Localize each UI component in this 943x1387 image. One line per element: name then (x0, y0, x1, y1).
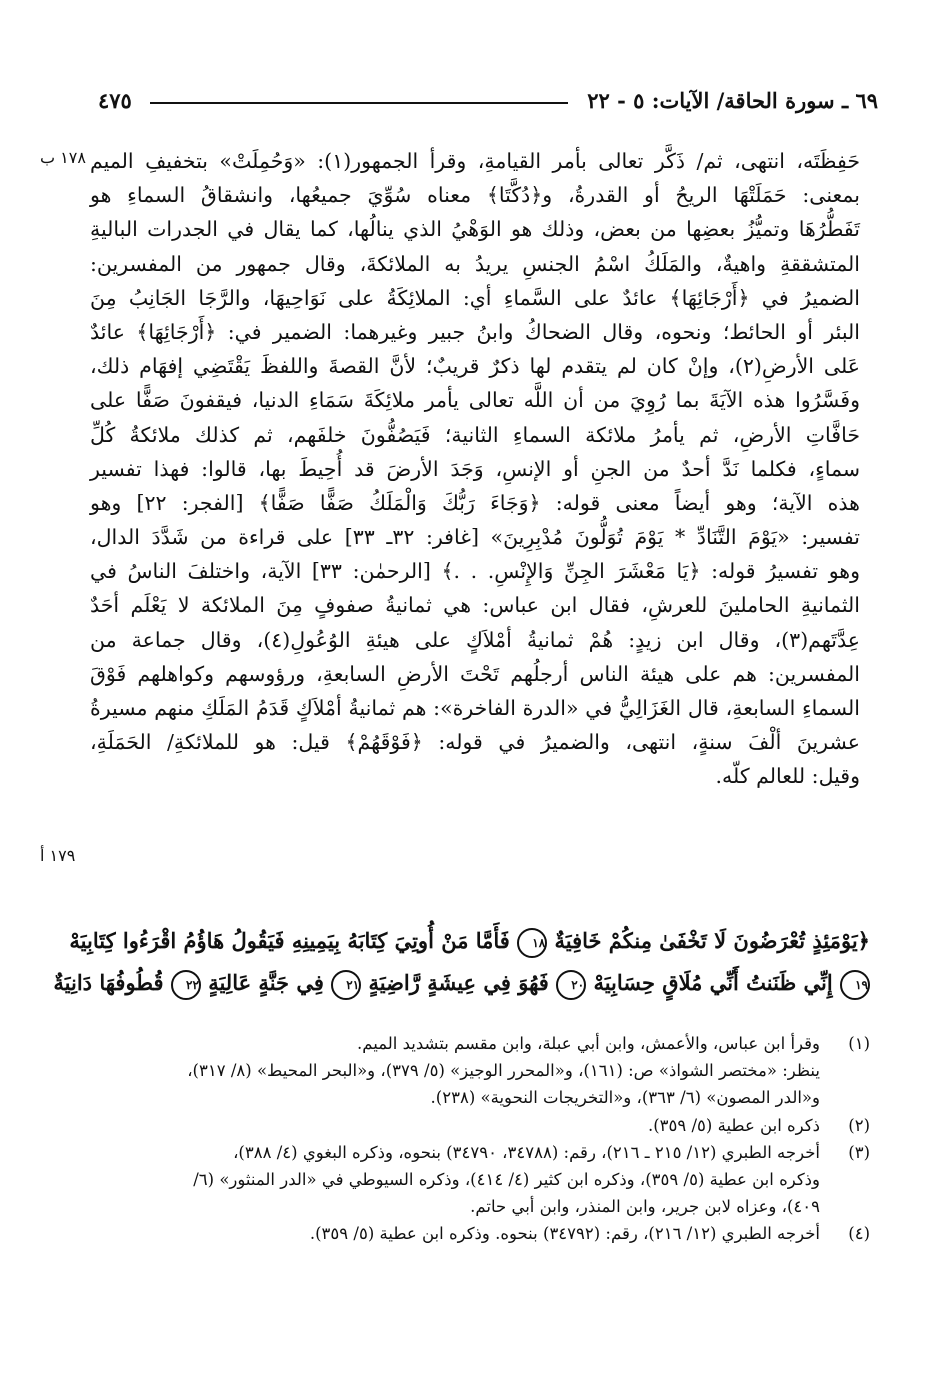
verse-text: فَأَمَّا مَنْ أُوتِيَ كِتَابَهُ بِيَمِينِهِ فَيَقُولُ هَاؤُمُ اقْرَءُوا كِتَابِيَهْ (69, 928, 510, 953)
footnote-1 (86, 1030, 870, 1112)
footnote-number: (٢) (848, 1115, 870, 1135)
footnote-line: و«الدر المصون» (٦/ ٣٦٣)، و«التخريجات النحوية» (٢٣٨). (430, 1088, 820, 1108)
ayah-number-icon: ٢٢ (171, 970, 201, 1000)
text-line: حَفِظَتَه، انتهى، ثم/ ذَكَّر تعالى بأمر القيامةِ، وقرأ الجمهور(١): «وَحُمِلَتْ» بتخفيفِ الميم (90, 149, 860, 173)
footnote-number: (٣) (848, 1142, 870, 1162)
running-header (98, 86, 878, 118)
footnote-line: ذكره ابن عطية (٥/ ٣٥٩). (647, 1115, 820, 1135)
text-line: وهو تفسيرُ قوله: ﴿يَا مَعْشَرَ الجِنِّ وَالإِنْسِ. . .﴾ [الرحمٰن: ٣٣] الآية، واختلفَ الناسُ في (90, 559, 861, 584)
text-line: عشرينَ ألْفَ سنةٍ، انتهى، والضميرُ في قوله: ﴿فَوْقَهُمْ﴾ قيل: هو للملائكةِ/ الحَمَلَةِ، (90, 730, 860, 755)
footnote-line: ٤٠٩)، وعزاه لابن جرير، وابن المنذر، وابن أبي حاتم. (470, 1197, 820, 1217)
text-line: وقيل: للعالم كلّه. (715, 764, 860, 789)
footnote-3 (86, 1139, 870, 1221)
margin-note-folio-179a: ١٧٩ أ (40, 846, 76, 865)
main-text (90, 144, 860, 794)
footnote-2 (86, 1112, 870, 1139)
text-line: وفَسَّرُوا هذه الآيَةَ بما رُوِيَ من أن اللَّه تعالى يأمر ملائِكَةَ سَمَاءِ الدنيا، فيقفونَ صَفًّا على (90, 388, 860, 413)
text-line: المتشققةِ واهيةٌ، والمَلَكُ اسْمُ الجنسِ يريدُ به الملائكةَ، وقال جمهور من المفسرين: (90, 251, 860, 276)
text-line: بمعنى: حَمَلَتْهَا الريحُ أو القدرةُ، و﴿دُكَّتَا﴾ معناه سُوِّيَ جميعُها، وانشقاقُ السماءِ هو (90, 183, 860, 208)
text-line: البئر أو الحائط؛ ونحوه، وقال الضحاكُ وابنُ جبير وغيرهما: الضمير في: ﴿أَرْجَائِهَا﴾ عائدٌ (90, 319, 860, 344)
footnote-line: ينظر: «مختصر الشواذ» ص: (١٦١)، و«المحرر الوجيز» (٥/ ٣٧٩)، و«البحر المحيط» (٨/ ٣١٧)، (187, 1061, 820, 1081)
verse-text: ﴿يَوْمَئِذٍ تُعْرَضُونَ لَا تَخْفَىٰ مِنكُمْ خَافِيَةٌ (554, 928, 870, 953)
text-line: الثمانيةِ الحاملينَ للعرشِ، فقال ابن عباس: هي ثمانيةُ صفوفٍ مِنَ الملائكة لا يَعْلَم أحَدٌ (90, 593, 860, 618)
quran-line-2 (53, 962, 870, 1004)
ayah-number-icon: ٢٠ (556, 970, 586, 1000)
footnote-line: أخرجه الطبري (١٢/ ٢١٦)، رقم: (٣٤٧٩٢) بنحوه. وذكره ابن عطية (٥/ ٣٥٩). (309, 1224, 820, 1244)
text-line: المفسرين: هم على هيئة الناس أرجلُهم تَحْتَ الأرضِ السابعةِ، ورؤوسهم وكواهلهم فَوْقَ (90, 661, 860, 686)
text-line: سماءٍ، فكلما نَدَّ أحدٌ من الجنِ أو الإنسِ، وَجَدَ الأرضَ قد أُحِيطَ بها، قالوا: فهذا تفسير (90, 456, 860, 481)
footnote-line: وقرأ ابن عباس، والأعمش، وابن أبي عبلة، وابن مقسم بتشديد الميم. (357, 1034, 820, 1053)
footnote-4 (86, 1220, 870, 1247)
quran-verses-block (53, 920, 870, 1004)
footnote-line: أخرجه الطبري (١٢/ ٢١٥ ـ ٢١٦)، رقم: (٣٤٧٨٨، ٣٤٧٩٠) بنحوه، وذكره البغوي (٤/ ٣٨٨)، (233, 1142, 820, 1162)
text-line: تَفَطُّرُهَا وتميُّزُ بعضِها من بعض، وذلك هو الوَهْيُ الذي ينالُها، كما يقال في الجدرات الباليةِ (90, 217, 860, 242)
footnotes (86, 1030, 870, 1248)
text-line: هذه الآية؛ وهو أيضاً معنى قوله: ﴿وَجَاءَ رَبُّكَ وَالْمَلَكُ صَفًّا صَفًّا﴾ [الفجر: ٢٢] وهو (90, 490, 860, 515)
verse-text: إِنِّي ظَنَنتُ أَنِّي مُلَاقٍ حِسَابِيَهْ (593, 970, 833, 995)
margin-note-folio-178b: ١٧٨ ب (40, 148, 86, 167)
text-line: السماءِ السابعةِ، قال الغَزَالِيُّ في «الدرة الفاخرة»: هم ثمانيةُ أمْلاَكٍ قَدَمُ المَلَكِ منهم مسيرةُ (90, 696, 860, 720)
text-line: عَلى الأرضِ(٢)، وإنْ كان لم يتقدم لها ذكرٌ قريبٌ؛ لأنَّ القصةَ واللفظَ يَقْتَضِي إفهَام ذلك، (90, 354, 860, 379)
ayah-number-icon: ٢١ (331, 970, 361, 1000)
verse-text: فِي جَنَّةٍ عَالِيَةٍ (208, 970, 324, 995)
ayah-number-icon: ١٩ (840, 970, 870, 1000)
text-line: حَافَّاتِ الأرضِ، ثم يأمرُ ملائكة السماءِ الثانية؛ فَيَصُفُّونَ خلفَهم، ثم كذلك ملائكةُ كُلِّ (90, 422, 860, 447)
footnote-line: وذكره ابن عطية (٥/ ٣٥٩)، وذكره ابن كثير (٤/ ٤١٤)، وذكره السيوطي في «الدر المنثور» (٦/ (193, 1170, 820, 1190)
header-rule (150, 102, 568, 104)
footnote-number: (١) (848, 1034, 870, 1053)
verse-text: قُطُوفُهَا دَانِيَةٌ (53, 970, 164, 995)
text-line: عِدَّتَهم(٣)، وقال ابن زيدٍ: هُمْ ثمانيةُ أمْلاَكٍ على هيئةِ الوُعُولِ(٤)، وقال جماعة من (90, 627, 860, 652)
quran-line-1 (69, 920, 870, 962)
page-number: ٤٧٥ (98, 88, 132, 113)
footnote-number: (٤) (848, 1224, 870, 1244)
header-title: ٦٩ ـ سورة الحاقة/ الآيات: ٥ - ٢٢ (587, 88, 878, 113)
text-line: الضميرُ في ﴿أَرْجَائِهَا﴾ عائدٌ على السَّماءِ أي: الملائِكَةُ على نَوَاحِيهَا، والرَّجَا الجَانِبُ مِنَ (90, 285, 860, 310)
text-line: تفسير: «يَوْمَ التَّنَادِّ * يَوْمَ تُوَلُّونَ مُدْبِرِينَ» [غافر: ٣٢ـ ٣٣] على قراءة من شَدَّدَ الدال، (90, 525, 860, 550)
verse-text: فَهُوَ فِي عِيشَةٍ رَّاضِيَةٍ (368, 970, 549, 995)
ayah-number-icon: ١٨ (517, 928, 547, 958)
